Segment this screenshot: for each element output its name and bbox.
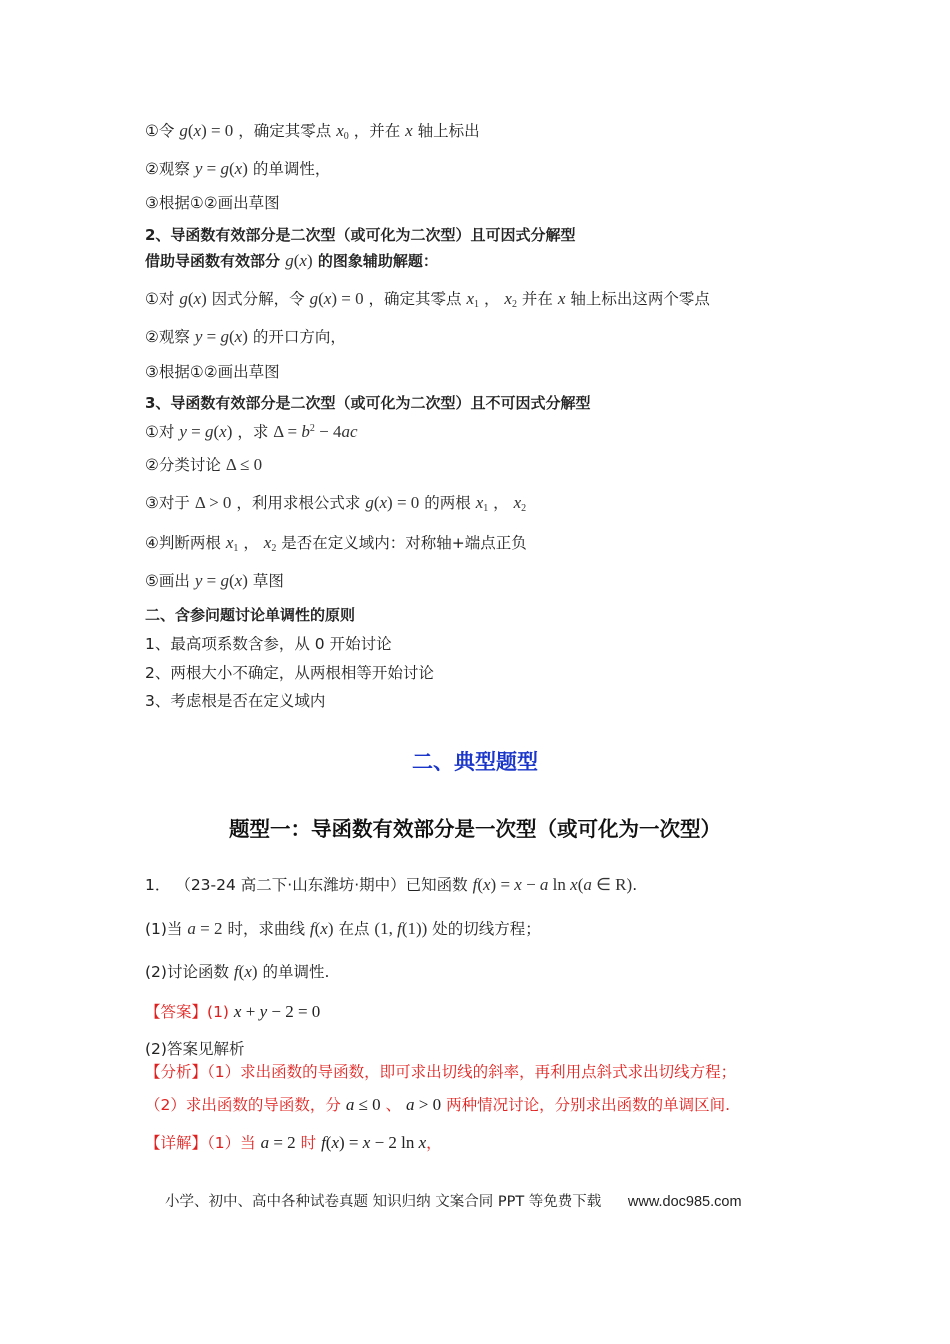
analysis-2: （2）求出函数的导函数，分 a ≤ 0 、 a > 0 两种情况讨论，分别求出函数的单调区间.	[145, 1095, 731, 1114]
question-1: (1)当 a = 2 时，求曲线 f(x) 在点 (1, f(1)) 处的切线方程；	[145, 919, 541, 938]
math-gx: g(x)	[179, 289, 207, 308]
math-tangent-line: x + y − 2 = 0	[233, 1002, 321, 1021]
math-a-eq-2: a = 2	[187, 919, 223, 938]
analysis-1: 【分析】（1）求出函数的导函数，即可求出切线的斜率，再利用点斜式求出切线方程；	[145, 1063, 737, 1081]
math-delta-gt-0: Δ > 0	[194, 493, 232, 512]
math-function-def: f(x) = x − a ln x(a ∈ R)	[472, 875, 633, 894]
math-y-eq-gx: y = g(x)	[194, 159, 248, 178]
math-y-eq-gx: y = g(x)	[179, 422, 233, 441]
method2-step2: ②观察 y = g(x) 的开口方向，	[145, 327, 346, 346]
heading-2-sub: 借助导函数有效部分 g(x) 的图象辅助解题：	[145, 251, 438, 270]
method3-step1: ①对 y = g(x) ，求 $\Delta = b^2 - 4ac$	[145, 422, 358, 441]
math-point: (1, f(1))	[374, 919, 428, 938]
method3-step3: ③对于 Δ > 0 ，利用求根公式求 g(x) = 0 的两根 $x_1$ ， $x_2$	[145, 493, 527, 514]
method3-step5: ⑤画出 y = g(x) 草图	[145, 571, 284, 590]
math-y-eq-gx: y = g(x)	[194, 327, 248, 346]
math-fx-eq: f(x) = x − 2 ln x	[321, 1133, 427, 1152]
math-x: x	[557, 289, 566, 308]
math-y-eq-gx: y = g(x)	[194, 571, 248, 590]
math-delta-le-0: Δ ≤ 0	[225, 455, 263, 474]
method1-step1: ①令 g(x) = 0 ，确定其零点 $x_0$ ，并在 x 轴上标出	[145, 121, 480, 142]
math-x2: $x_2$	[263, 533, 277, 554]
math-x1: $x_1$	[475, 493, 489, 514]
heading-3: 3、导函数有效部分是二次型（或可化为二次型）且不可因式分解型	[145, 394, 591, 412]
math-a-eq-2: a = 2	[260, 1133, 296, 1152]
method2-step1: ①对 g(x) 因式分解，令 g(x) = 0 ，确定其零点 $x_1$ ， $x_2$ 并在 x 轴上标出这两个零点	[145, 289, 710, 310]
math-x1: $x_1$	[225, 533, 239, 554]
question-2: (2)讨论函数 f(x) 的单调性.	[145, 962, 330, 981]
footer-text: 小学、初中、高中各种试卷真题 知识归纳 文案合同 PPT 等免费下载	[165, 1194, 602, 1210]
principle-item: 2、两根大小不确定，从两根相等开始讨论	[145, 664, 434, 682]
principles-title: 二、含参问题讨论单调性的原则	[145, 606, 356, 624]
detail-1: 【详解】（1）当 a = 2 时 f(x) = x − 2 ln x，	[145, 1133, 442, 1152]
math-fx: f(x)	[233, 962, 258, 981]
math-gx-eq-0: g(x) = 0	[309, 289, 364, 308]
math-fx: f(x)	[309, 919, 334, 938]
math-gx: g(x)	[285, 251, 313, 270]
method1-step3: ③根据①②画出草图	[145, 194, 280, 212]
method3-step4: ④判断两根 $x_1$ ， $x_2$ 是否在定义域内：对称轴+端点正负	[145, 533, 527, 554]
answer-2: (2)答案见解析	[145, 1040, 245, 1058]
math-x0: $x_0$	[336, 121, 349, 142]
problem-statement: 1． （23-24 高二下·山东潍坊·期中）已知函数 f(x) = x − a ln x(a ∈ R).	[145, 875, 638, 894]
math-gx-eq-0: g(x) = 0	[179, 121, 234, 140]
method3-step2: ②分类讨论 Δ ≤ 0	[145, 455, 263, 474]
method1-step2: ②观察 y = g(x) 的单调性，	[145, 159, 331, 178]
principle-item: 3、考虑根是否在定义域内	[145, 692, 326, 710]
heading-2: 2、导函数有效部分是二次型（或可化为二次型）且可因式分解型	[145, 226, 576, 244]
principle-item: 1、最高项系数含参，从 0 开始讨论	[145, 635, 392, 653]
math-gx-eq-0: g(x) = 0	[365, 493, 420, 512]
method2-step3: ③根据①②画出草图	[145, 363, 280, 381]
math-a-gt-0: a > 0	[406, 1095, 442, 1114]
math-a-le-0: a ≤ 0	[345, 1095, 381, 1114]
footer-site-link[interactable]: www.doc985.com	[627, 1194, 742, 1210]
answer-1: 【答案】(1) x + y − 2 = 0	[145, 1002, 321, 1021]
type-title: 题型一：导函数有效部分是一次型（或可化为一次型）	[229, 817, 721, 841]
footer	[165, 1190, 742, 1211]
math-discriminant: $\Delta = b^2 - 4ac$	[273, 422, 358, 441]
math-x1: $x_1$	[466, 289, 480, 310]
math-x2: $x_2$	[504, 289, 517, 310]
math-x: x	[405, 121, 413, 140]
math-x2: $x_2$	[513, 493, 527, 514]
section-title: 二、典型题型	[412, 750, 538, 774]
